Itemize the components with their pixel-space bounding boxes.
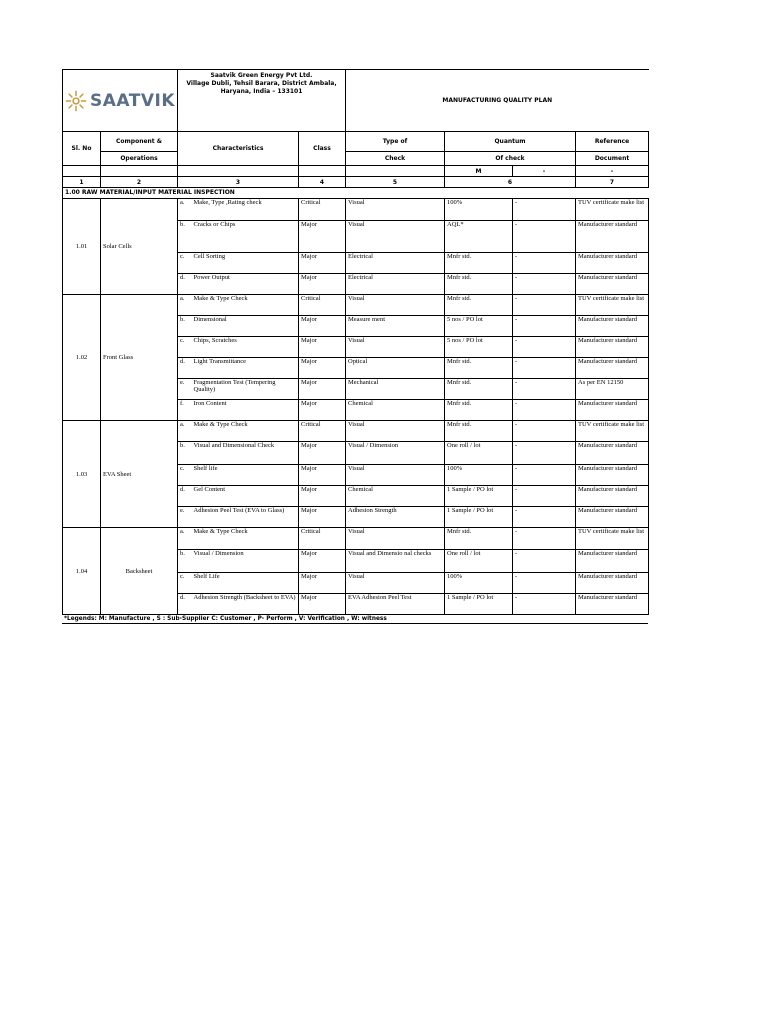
company-logo: [65, 89, 175, 113]
characteristic: Make & Type Check: [192, 421, 299, 442]
quantum-value: 100%: [445, 465, 513, 486]
characteristic: Cell Sorting: [192, 253, 299, 274]
class-value: Major: [299, 221, 346, 253]
item-letter: e.: [178, 379, 192, 400]
check-type: Electrical: [346, 253, 445, 274]
company-address: [178, 70, 346, 132]
class-value: Critical: [299, 295, 346, 316]
quantum-value: Mnfr std.: [445, 274, 513, 295]
check-type: Visual and Dimensio nal checks: [346, 550, 445, 573]
class-value: Critical: [299, 528, 346, 550]
reference-document: TUV certificate make list: [576, 421, 649, 442]
sl-number: 1.04: [63, 528, 101, 615]
quantum-dash: -: [513, 274, 576, 295]
col-number: 6: [445, 177, 576, 188]
class-value: Major: [299, 274, 346, 295]
quantum-dash: -: [513, 573, 576, 594]
header-quantum: Quantum: [445, 132, 576, 152]
check-type: Adhesion Strength: [346, 507, 445, 528]
check-type: Chemical: [346, 486, 445, 507]
reference-document: Manufacturer standard: [576, 337, 649, 358]
characteristic: Make & Type Check: [192, 295, 299, 316]
address-line: Saatvik Green Energy Pvt Ltd.: [210, 72, 313, 79]
quality-plan-table: [62, 69, 649, 615]
component-name: Solar Cells: [101, 199, 178, 295]
check-type: Visual: [346, 465, 445, 486]
logo-text: SAATVIK: [90, 90, 175, 111]
quantum-value: Mnfr std.: [445, 358, 513, 379]
characteristic: Visual / Dimension: [192, 550, 299, 573]
characteristic: Shelf life: [192, 465, 299, 486]
reference-document: Manufacturer standard: [576, 442, 649, 465]
col-number: 7: [576, 177, 649, 188]
item-letter: c.: [178, 337, 192, 358]
col-number: 3: [178, 177, 299, 188]
table-row: [63, 295, 649, 316]
class-value: Major: [299, 358, 346, 379]
item-letter: a.: [178, 295, 192, 316]
quality-plan-sheet: [62, 69, 648, 624]
quantum-dash: -: [513, 295, 576, 316]
table-row: [63, 199, 649, 221]
quantum-dash: -: [513, 507, 576, 528]
reference-document: Manufacturer standard: [576, 573, 649, 594]
characteristic: Cracks or Chips: [192, 221, 299, 253]
component-name: Backsheet: [101, 528, 178, 615]
quantum-dash: -: [513, 594, 576, 615]
characteristic: Light Transmittance: [192, 358, 299, 379]
quantum-value: 1 Sample / PO lot: [445, 486, 513, 507]
section-title: 1.00 RAW MATERIAL/INPUT MATERIAL INSPECTION: [63, 188, 649, 199]
characteristic: Fragmentation Test (Tempering Quality): [192, 379, 299, 400]
check-type: Electrical: [346, 274, 445, 295]
sl-number: 1.03: [63, 421, 101, 528]
sub-empty: [178, 166, 299, 177]
reference-document: Manufacturer standard: [576, 274, 649, 295]
address-line: Haryana, India – 133101: [220, 88, 303, 95]
quantum-dash: -: [513, 465, 576, 486]
item-letter: c.: [178, 253, 192, 274]
item-letter: c.: [178, 573, 192, 594]
check-type: Measure ment: [346, 316, 445, 337]
table-row: [63, 528, 649, 550]
header-reference: Reference: [576, 132, 649, 152]
quantum-value: Mnfr std.: [445, 295, 513, 316]
quantum-value: Mnfr std.: [445, 421, 513, 442]
class-value: Critical: [299, 199, 346, 221]
class-value: Major: [299, 550, 346, 573]
characteristic: Make & Type Check: [192, 528, 299, 550]
header-check: Check: [346, 152, 445, 166]
check-type: Visual: [346, 199, 445, 221]
quantum-dash: -: [513, 221, 576, 253]
component-name: EVA Sheet: [101, 421, 178, 528]
reference-document: TUV certificate make list: [576, 199, 649, 221]
item-letter: b.: [178, 221, 192, 253]
quantum-value: Mnfr std.: [445, 253, 513, 274]
characteristic: Power Output: [192, 274, 299, 295]
quantum-value: 1 Sample / PO lot: [445, 594, 513, 615]
sub-empty: [101, 166, 178, 177]
characteristic: Dimensional: [192, 316, 299, 337]
address-line: Village Dubli, Tehsil Barara, District Ambala,: [186, 80, 337, 87]
characteristic: Adhesion Peel Test (EVA to Glass): [192, 507, 299, 528]
quantum-dash: -: [513, 400, 576, 421]
sub-empty: [299, 166, 346, 177]
characteristic: Visual and Dimensional Check: [192, 442, 299, 465]
sl-number: 1.01: [63, 199, 101, 295]
check-type: Chemical: [346, 400, 445, 421]
item-letter: f.: [178, 400, 192, 421]
quantum-dash: -: [513, 337, 576, 358]
item-letter: a.: [178, 421, 192, 442]
component-name: Front Glass: [101, 295, 178, 421]
item-letter: a.: [178, 199, 192, 221]
col-number: 4: [299, 177, 346, 188]
col-number: 5: [346, 177, 445, 188]
class-value: Major: [299, 507, 346, 528]
quantum-dash: -: [513, 528, 576, 550]
quantum-dash: -: [513, 486, 576, 507]
class-value: Major: [299, 379, 346, 400]
header-characteristics: Characteristics: [178, 132, 299, 166]
class-value: Major: [299, 253, 346, 274]
class-value: Critical: [299, 421, 346, 442]
reference-document: Manufacturer standard: [576, 400, 649, 421]
quantum-value: AQL*: [445, 221, 513, 253]
check-type: Visual: [346, 295, 445, 316]
item-letter: d.: [178, 274, 192, 295]
characteristic: Make, Type ,Rating check: [192, 199, 299, 221]
check-type: Visual: [346, 337, 445, 358]
characteristic: Gel Content: [192, 486, 299, 507]
quantum-value: Mnfr std.: [445, 400, 513, 421]
sub-dash: -: [576, 166, 649, 177]
item-letter: e.: [178, 507, 192, 528]
col-number: 2: [101, 177, 178, 188]
item-letter: d.: [178, 594, 192, 615]
check-type: EVA Adhesion Peel Test: [346, 594, 445, 615]
characteristic: Chips, Scratches: [192, 337, 299, 358]
reference-document: As per EN 12150: [576, 379, 649, 400]
reference-document: Manufacturer standard: [576, 316, 649, 337]
quantum-dash: -: [513, 379, 576, 400]
class-value: Major: [299, 316, 346, 337]
check-type: Mechanical: [346, 379, 445, 400]
col-number: 1: [63, 177, 101, 188]
quantum-value: One roll / lot: [445, 442, 513, 465]
item-letter: a.: [178, 528, 192, 550]
logo-cell: [63, 70, 178, 132]
sub-empty: [63, 166, 101, 177]
quantum-dash: -: [513, 550, 576, 573]
reference-document: Manufacturer standard: [576, 507, 649, 528]
sub-empty: [346, 166, 445, 177]
item-letter: b.: [178, 442, 192, 465]
quantum-value: Mnfr std.: [445, 379, 513, 400]
class-value: Major: [299, 465, 346, 486]
class-value: Major: [299, 573, 346, 594]
header-document: Document: [576, 152, 649, 166]
check-type: Visual: [346, 421, 445, 442]
check-type: Optical: [346, 358, 445, 379]
sub-m: M: [445, 166, 513, 177]
quantum-value: Mnfr std.: [445, 528, 513, 550]
item-letter: d.: [178, 358, 192, 379]
quantum-value: 100%: [445, 199, 513, 221]
reference-document: Manufacturer standard: [576, 253, 649, 274]
quantum-value: 5 nos / PO lot: [445, 337, 513, 358]
sub-dash: -: [513, 166, 576, 177]
header-of-check: Of check: [445, 152, 576, 166]
quantum-value: 5 nos / PO lot: [445, 316, 513, 337]
quantum-dash: -: [513, 253, 576, 274]
reference-document: TUV certificate make list: [576, 528, 649, 550]
characteristic: Shelf Life: [192, 573, 299, 594]
quantum-dash: -: [513, 199, 576, 221]
reference-document: Manufacturer standard: [576, 594, 649, 615]
header-component: Component &: [101, 132, 178, 152]
characteristic: Adhesion Strength (Backsheet to EVA): [192, 594, 299, 615]
check-type: Visual: [346, 573, 445, 594]
item-letter: c.: [178, 465, 192, 486]
item-letter: d.: [178, 486, 192, 507]
check-type: Visual: [346, 528, 445, 550]
header-operations: Operations: [101, 152, 178, 166]
item-letter: b.: [178, 550, 192, 573]
header-sl-no: Sl. No: [63, 132, 101, 166]
header-class: Class: [299, 132, 346, 166]
class-value: Major: [299, 594, 346, 615]
class-value: Major: [299, 400, 346, 421]
sun-icon: [65, 89, 87, 113]
sl-number: 1.02: [63, 295, 101, 421]
class-value: Major: [299, 486, 346, 507]
reference-document: Manufacturer standard: [576, 465, 649, 486]
quantum-value: 100%: [445, 573, 513, 594]
legend: *Legends: M: Manufacture , S : Sub-Supplier C: Customer , P- Perform , V: Verification , W: witness: [62, 615, 648, 624]
reference-document: Manufacturer standard: [576, 358, 649, 379]
header-type: Type of: [346, 132, 445, 152]
quantum-value: 1 Sample / PO lot: [445, 507, 513, 528]
characteristic: Iron Content: [192, 400, 299, 421]
reference-document: Manufacturer standard: [576, 221, 649, 253]
check-type: Visual / Dimension: [346, 442, 445, 465]
check-type: Visual: [346, 221, 445, 253]
quantum-dash: -: [513, 358, 576, 379]
quantum-dash: -: [513, 316, 576, 337]
class-value: Major: [299, 337, 346, 358]
quantum-value: One roll / lot: [445, 550, 513, 573]
reference-document: Manufacturer standard: [576, 550, 649, 573]
class-value: Major: [299, 442, 346, 465]
item-letter: b.: [178, 316, 192, 337]
quantum-dash: -: [513, 442, 576, 465]
reference-document: Manufacturer standard: [576, 486, 649, 507]
reference-document: TUV certificate make list: [576, 295, 649, 316]
quantum-dash: -: [513, 421, 576, 442]
document-title: MANUFACTURING QUALITY PLAN: [346, 70, 649, 132]
table-row: [63, 421, 649, 442]
